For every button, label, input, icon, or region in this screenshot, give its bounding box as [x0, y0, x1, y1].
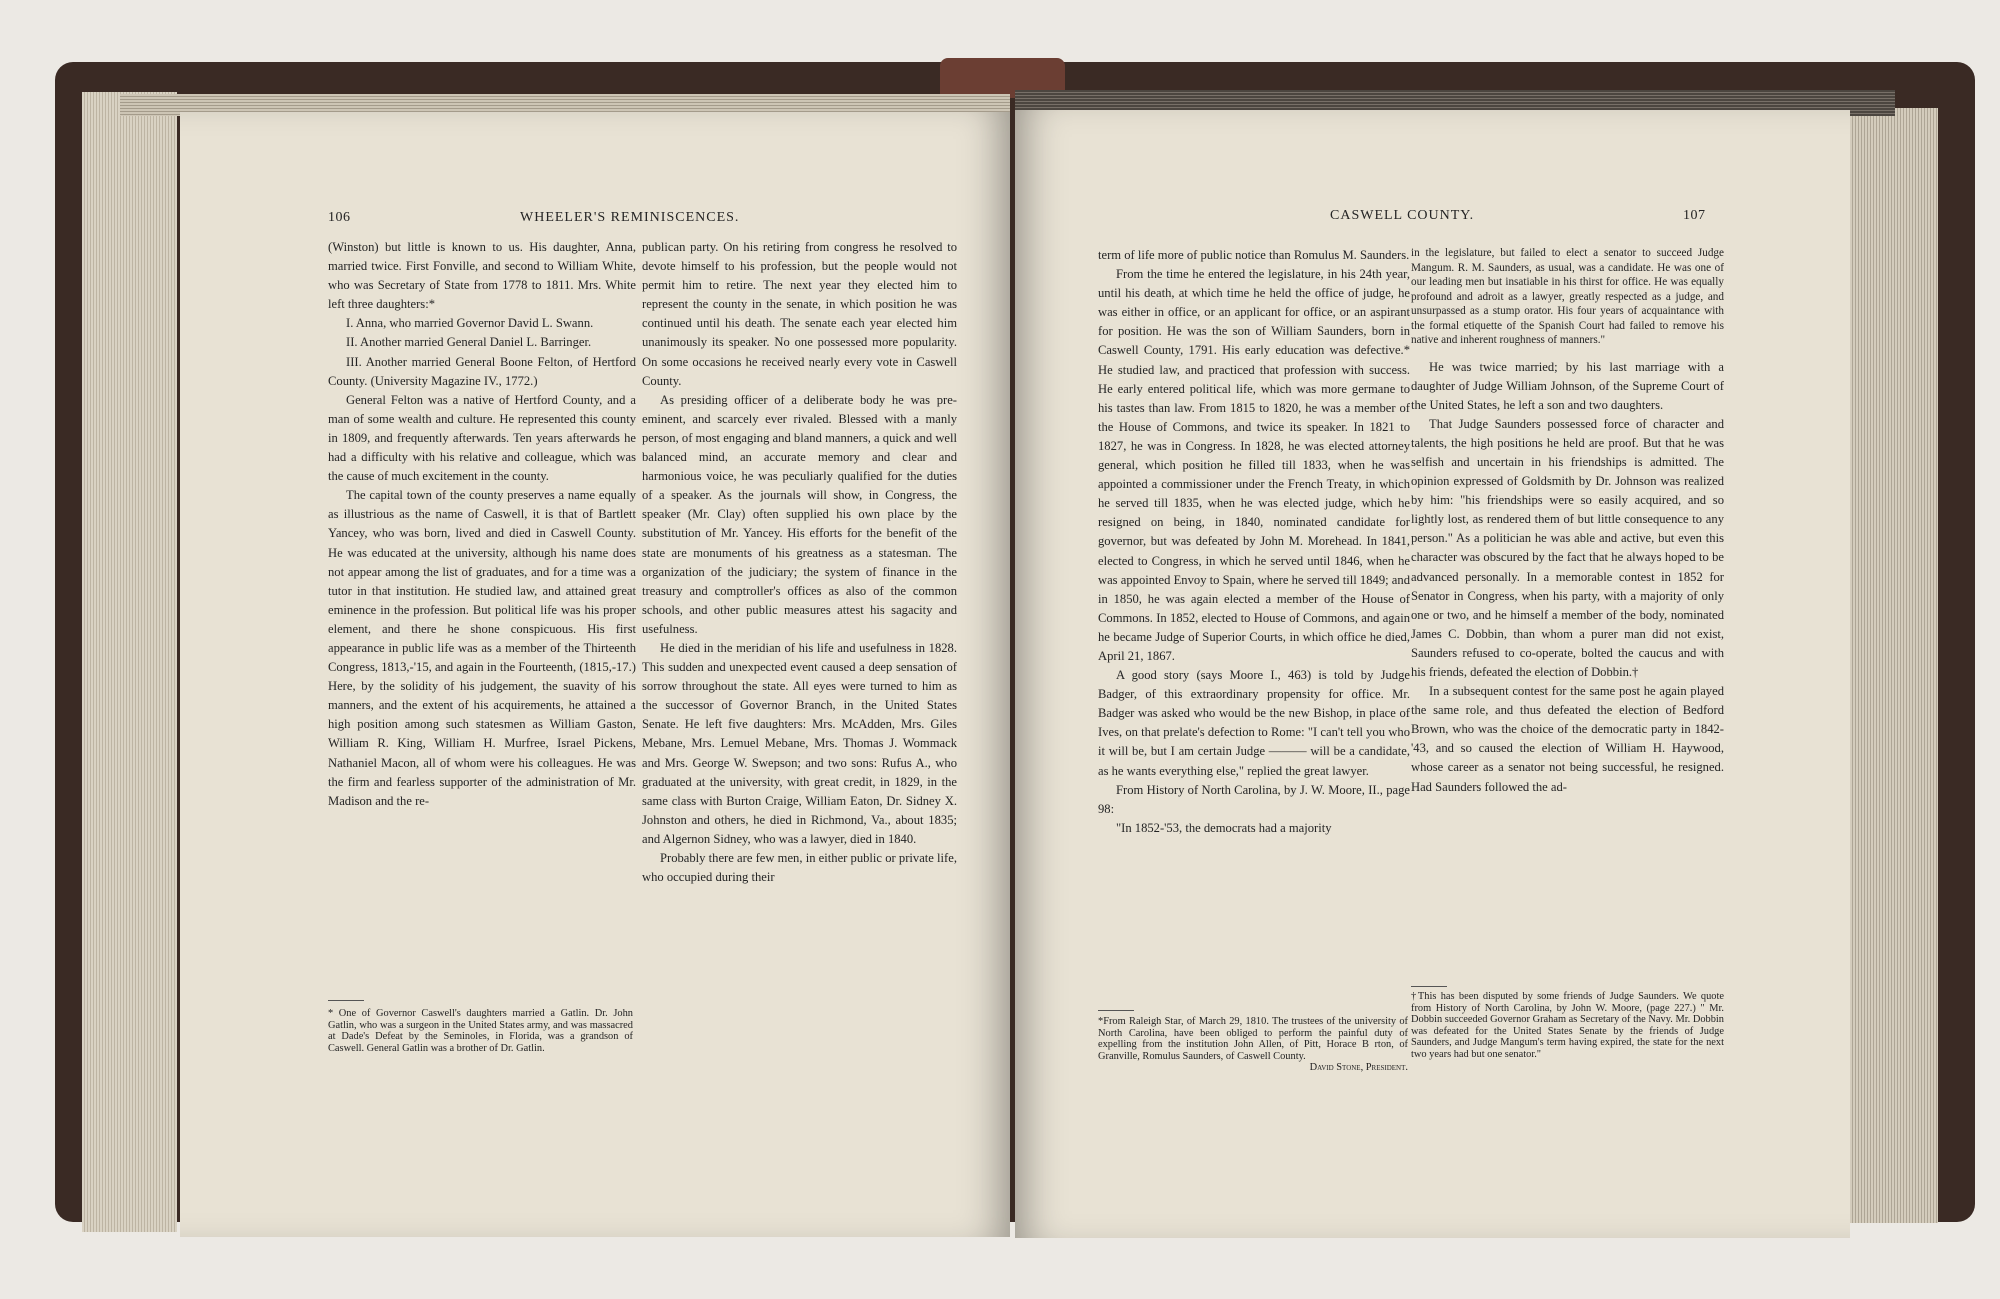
- right-page-footnote-2: [1411, 991, 1724, 1061]
- right-page: [1015, 110, 1850, 1238]
- page-edges-left: [82, 92, 177, 1232]
- paragraph: III. Another married General Boone Felton, of Hertford County. (University Magazine IV., 1772.): [328, 354, 636, 388]
- paragraph: General Felton was a native of Hertford County, and a man of some wealth and culture. He represented this county in 1809, and frequently afterwards. Ten years afterwards he had a difficulty with his relative and colleague, which was the cause of much excitement in the county.: [328, 392, 636, 484]
- footnote-rule: [328, 1000, 364, 1001]
- paragraph: I. Anna, who married Governor David L. Swann.: [346, 316, 594, 331]
- paragraph: publican party. On his retiring from congress he resolved to devote himself to his profession, but the people would not permit him to retire. The next year they elected him to represent the county in the senate, in which position he was continued until his death. The senate each year elected him unanimously its speaker. No one possessed more popularity. On some occasions he received nearly every vote in Caswell County.: [642, 240, 957, 388]
- running-title: CASWELL COUNTY.: [1330, 208, 1475, 223]
- left-page: [180, 112, 1010, 1237]
- footnote-signature: David Stone, President.: [1309, 1062, 1408, 1074]
- left-page-footnote: [328, 1008, 633, 1054]
- paragraph: A good story (says Moore I., 463) is told by Judge Badger, of this extraordinary propensity for office. Mr. Badger was asked who would be the new Bishop, in place of Ives, on that prelate's defection to Rome: "I can't tell you who it will be, but I am certain Judge ——— will be a candidate, as he wants everything else," replied the great lawyer.: [1098, 668, 1410, 778]
- paragraph: From the time he entered the legislature, in his 24th year, until his death, at which time he held the office of judge, he was either in office, or an applicant for office, or an aspirant for position. He was the son of William Saunders, born in Caswell County, 1791. His early education was defective.* He studied law, and practiced that profession with success. He early entered political life, which was more germane to his tastes than law. From 1815 to 1820, he was a member of the House of Commons, and twice its speaker. In 1821 to 1827, he was in Congress. In 1828, he was elected attorney general, which position he filled till 1833, when he was appointed a commissioner under the French Treaty, in which he served till 1835, when he was elected judge, which he resigned on being, in 1840, nominated candidate for governor, but was defeated by John M. Morehead. In 1841, elected to Congress, in which he served until 1846, when he was appointed Envoy to Spain, where he served till 1849; and in 1850, he was again elected a member of the House of Commons. In 1852, elected to House of Commons, and again he became Judge of Superior Courts, in which office he died, April 21, 1867.: [1098, 267, 1410, 663]
- footnote-text: *From Raleigh Star, of March 29, 1810. The trustees of the university of North Carolina, have been obliged to perform the painful duty of expelling from the institution John Allen, of Pitt, Horace B rton, of Granville, Romulus Saunders, of Caswell County.: [1098, 1016, 1408, 1062]
- right-page-column-2: [1411, 246, 1724, 797]
- paragraph: From History of North Carolina, by J. W. Moore, II., page 98:: [1098, 782, 1410, 816]
- quotation-block: in the legislature, but failed to elect a senator to succeed Judge Mangum. R. M. Saunders, as usual, was a candidate. He was one of our leading men but insatiable in his thirst for office. He was equally profound and adroit as a lawyer, greatly respected as a judge, and unsurpassed as a stump orator. His four years of acquaintance with the formal etiquette of the Spanish Court had failed to remove his native and inherent roughness of manners.": [1411, 247, 1724, 346]
- footnote-rule: [1098, 1010, 1134, 1011]
- page-number: 106: [328, 210, 351, 225]
- page-edges-right: [1850, 108, 1938, 1223]
- paragraph: The capital town of the county preserves a name equally as illustrious as the name of Caswell, it is that of Bartlett Yancey, who was born, lived and died in Caswell County. He was educated at the university, although his name does not appear among the list of graduates, and for a time was a tutor in that institution. He studied law, and attained great eminence in the profession. But political life was his proper element, and there he shone conspicuous. His first appearance in public life was as a member of the Thirteenth Congress, 1813,-'15, and again in the Fourteenth, (1815,-17.) Here, by the solidity of his judgement, the suavity of his manners, and the extent of his acquirements, he attained a high position among such statesmen as William Gaston, William R. King, William H. Murfree, Israel Pickens, Nathaniel Macon, all of whom were his colleagues. He was the firm and fearless supporter of the administration of Mr. Madison and the re-: [328, 488, 636, 808]
- right-page-footnote-1: [1098, 1016, 1408, 1074]
- footnote-rule: [1411, 986, 1447, 987]
- footnote-text: * One of Governor Caswell's daughters married a Gatlin. Dr. John Gatlin, who was a surgeon in the United States army, and was massacred at Dade's Defeat by the Seminoles, in Florida, was a grandson of Caswell. General Gatlin was a brother of Dr. Gatlin.: [328, 1008, 633, 1054]
- paragraph: "In 1852-'53, the democrats had a majority: [1116, 820, 1332, 835]
- footnote-text: †This has been disputed by some friends of Judge Saunders. We quote from History of North Carolina, by John W. Moore, (page 227.) " Mr. Dobbin succeeded Governor Graham as Secretary of the Navy. Mr. Dobbin was defeated for the United States Senate by the friends of Judge Saunders, and Judge Mangum's term having expired, the state for the next two years had but one senator.": [1411, 991, 1724, 1060]
- paragraph: That Judge Saunders possessed force of character and talents, the high positions he held are proof. But that he was selfish and uncertain in his friendships is admitted. The opinion expressed of Goldsmith by Dr. Johnson was realized by him: "his friendships were so easily acquired, and so lightly lost, as rendered them of but little consequence to any person." As a politician he was able and active, but even this character was obscured by the fact that he always hoped to be advanced personally. In a memorable contest in 1852 for Senator in Congress, when his party, with a majority of only one or two, and he himself a member of the body, nominated James C. Dobbin, than whom a purer man did not exist, Saunders refused to co-operate, bolted the caucus and with his friends, defeated the election of Dobbin.†: [1411, 416, 1724, 679]
- paragraph: As presiding officer of a deliberate body he was pre-eminent, and scarcely ever rivaled. Blessed with a manly person, of most engaging and bland manners, a quick and well balanced mind, an accurate memory and clear and harmonious voice, he was peculiarly qualified for the duties of a speaker. As the journals will show, in Congress, the speaker (Mr. Clay) often supplied his own place by the substitution of Mr. Yancey. His efforts for the benefit of the state are monuments of his greatness as a statesman. The organization of the judiciary; the system of finance in the treasury and comptroller's offices as also of the common schools, and other public measures attest his sagacity and usefulness.: [642, 392, 957, 636]
- paragraph: He was twice married; by his last marriage with a daughter of Judge William Johnson, of the Supreme Court of the United States, he left a son and two daughters.: [1411, 359, 1724, 412]
- paragraph: term of life more of public notice than Romulus M. Saunders.: [1098, 248, 1410, 262]
- paragraph: Probably there are few men, in either public or private life, who occupied during their: [642, 851, 957, 885]
- right-page-header: [1015, 208, 1850, 232]
- paragraph: In a subsequent contest for the same post he again played the same role, and thus defeated the election of Bedford Brown, who was the choice of the democratic party in 1842-'43, and so caused the election of William H. Haywood, whose career as a senator not being successful, he resigned. Had Saunders followed the ad-: [1411, 684, 1724, 794]
- left-page-header: [180, 210, 1010, 234]
- paragraph: (Winston) but little is known to us. His daughter, Anna, married twice. First Fonville, and second to William White, who was Secretary of State from 1778 to 1811. Mrs. White left three daughters:*: [328, 240, 636, 312]
- paragraph: II. Another married General Daniel L. Barringer.: [346, 335, 592, 350]
- paragraph: He died in the meridian of his life and usefulness in 1828. This sudden and unexpected event caused a deep sensation of sorrow throughout the state. All eyes were turned to him as the successor of Governor Branch, in the United States Senate. He left five daughters: Mrs. McAdden, Mrs. Giles Mebane, Mrs. Lemuel Mebane, Mrs. Thomas J. Wommack and Mrs. George W. Swepson; and two sons: Rufus A., who graduated at the university, with great credit, in 1829, in the same class with Burton Craige, William Eaton, Dr. Sidney X. Johnston and others, he died in Richmond, Va., about 1835; and Algernon Sidney, who was a lawyer, died in 1840.: [642, 640, 957, 846]
- running-title: WHEELER'S REMINISCENCES.: [520, 210, 740, 225]
- page-number: 107: [1683, 208, 1706, 223]
- left-page-column-1: [328, 238, 636, 811]
- right-page-column-1: [1098, 246, 1410, 838]
- left-page-column-2: [642, 238, 957, 887]
